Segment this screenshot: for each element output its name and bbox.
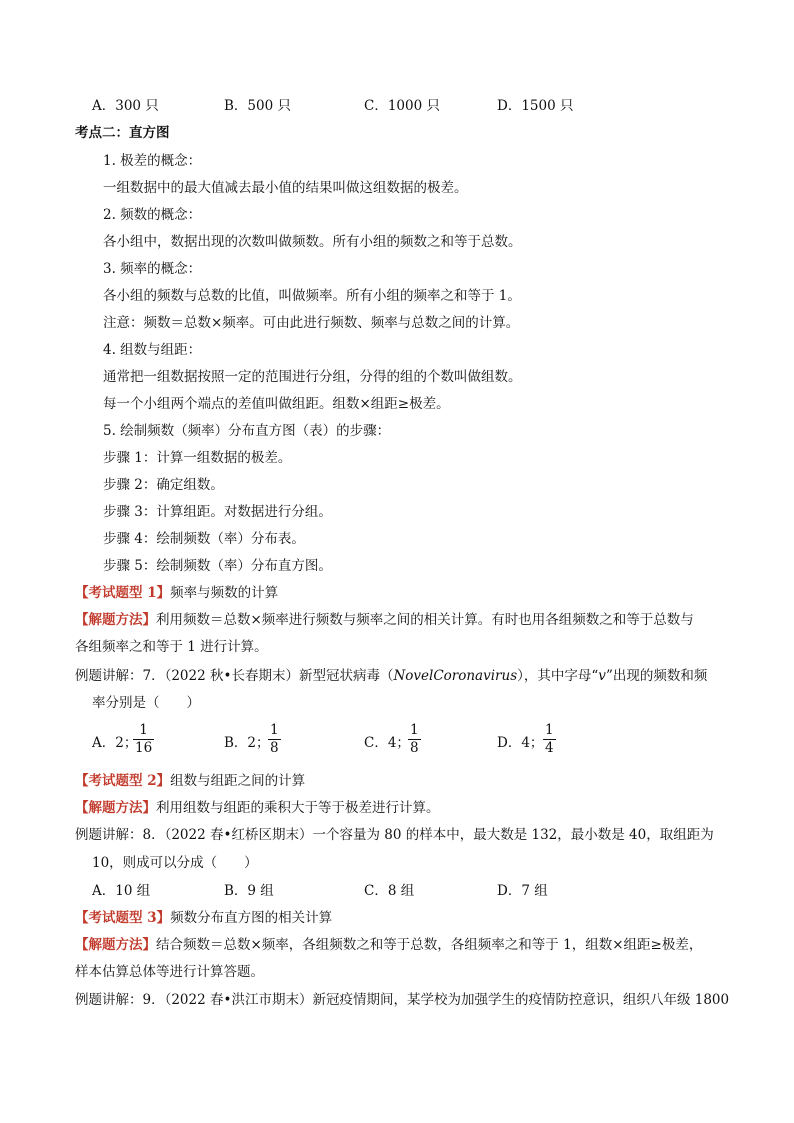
section-title: 考点二：直方图: [75, 125, 170, 141]
type-tag: 【考试题型 1】: [75, 585, 171, 601]
denominator: 4: [545, 740, 554, 756]
option-b: B．500 只: [224, 98, 291, 114]
concept-text: 各小组的频数与总数的比值，叫做频率。所有小组的频率之和等于 1。: [103, 288, 521, 304]
denominator: 16: [135, 740, 153, 756]
step-item: 步骤 4：绘制频数（率）分布表。: [103, 531, 305, 547]
type-2-heading: [75, 771, 305, 791]
method-text: 结合频数＝总数×频率，各组频数之和等于总数，各组频率之和等于 1，组数×组距≥极差，: [156, 937, 703, 953]
option-a: A．10 组: [92, 883, 151, 899]
step-item: 步骤 1：计算一组数据的极差。: [103, 450, 292, 466]
type-title: 频率与频数的计算: [170, 585, 279, 601]
option-d: [497, 733, 543, 753]
concept-text: 一组数据中的最大值减去最小值的结果叫做这组数据的极差。: [103, 180, 468, 196]
fraction: [133, 722, 154, 757]
fraction: [268, 722, 281, 757]
example-text: ），其中字母“: [517, 668, 599, 684]
denominator: 8: [270, 740, 279, 756]
option-label: A．2；: [92, 735, 138, 751]
method-tag: 【解题方法】: [75, 800, 156, 816]
type-3-heading: [75, 908, 332, 928]
type-title: 频数分布直方图的相关计算: [170, 910, 333, 926]
option-b: B．9 组: [224, 883, 274, 899]
concept-text: 通常把一组数据按照一定的范围进行分组，分得的组的个数叫做组数。: [103, 369, 522, 385]
type-tag: 【考试题型 3】: [75, 910, 171, 926]
concept-heading: 5. 绘制频数（频率）分布直方图（表）的步骤：: [103, 423, 391, 439]
method-text: 利用组数与组距的乘积大于等于极差进行计算。: [156, 800, 440, 816]
type-1-method: [75, 610, 694, 630]
type-tag: 【考试题型 2】: [75, 773, 171, 789]
step-item: 步骤 5：绘制频数（率）分布直方图。: [103, 558, 332, 574]
numerator: 1: [545, 722, 554, 738]
concept-text: 各小组中，数据出现的次数叫做频数。所有小组的频数之和等于总数。: [103, 234, 522, 250]
example-text: ”出现的频数和频: [605, 668, 708, 684]
numerator: 1: [270, 722, 279, 738]
concept-heading: 4. 组数与组距：: [103, 342, 202, 358]
method-text: 利用频数＝总数×频率进行频数与频率之间的相关计算。有时也用各组频数之和等于总数与: [156, 612, 694, 628]
type-3-method: [75, 935, 702, 955]
option-b: [224, 733, 270, 753]
option-d: D．7 组: [497, 883, 548, 899]
numerator: 1: [410, 722, 419, 738]
fraction: [543, 722, 556, 757]
method-text: 各组频率之和等于 1 进行计算。: [75, 639, 268, 655]
type-title: 组数与组距之间的计算: [170, 773, 306, 789]
example-9: 例题讲解：9．（2022 春•洪江市期末）新冠疫情期间，某学校为加强学生的疫情防控意识，组织八年级 1800: [75, 992, 730, 1008]
option-d: D．1500 只: [497, 98, 574, 114]
method-tag: 【解题方法】: [75, 612, 156, 628]
example-italic-term: NovelCoronavirus: [393, 668, 518, 684]
concept-heading: 3. 频率的概念：: [103, 261, 202, 277]
concept-heading: 2. 频数的概念：: [103, 207, 202, 223]
concept-note: 注意：频数＝总数×频率。可由此进行频数、频率与总数之间的计算。: [103, 315, 520, 331]
option-label: C．4；: [364, 735, 410, 751]
type-1-heading: [75, 583, 278, 603]
option-label: D．4；: [497, 735, 544, 751]
step-item: 步骤 3：计算组距。对数据进行分组。: [103, 504, 332, 520]
fraction: [408, 722, 421, 757]
numerator: 1: [139, 722, 148, 738]
example-text: 例题讲解：7．（2022 秋•长春期末）新型冠状病毒（: [75, 668, 394, 684]
denominator: 8: [410, 740, 419, 756]
example-8: 例题讲解：8．（2022 春•红桥区期末）一个容量为 80 的样本中，最大数是 132，最小数是 40，取组距为: [75, 827, 714, 843]
type-2-method: [75, 798, 440, 818]
option-c: C．8 组: [364, 883, 415, 899]
option-c: [364, 733, 410, 753]
concept-heading: 1. 极差的概念：: [103, 153, 202, 169]
example-text: 率分别是（ ）: [92, 695, 200, 711]
example-text: 10，则成可以分成（ ）: [92, 855, 258, 871]
example-7: [75, 666, 707, 686]
method-text: 样本估算总体等进行计算答题。: [75, 964, 264, 980]
option-c: C．1000 只: [364, 98, 440, 114]
step-item: 步骤 2：确定组数。: [103, 477, 224, 493]
concept-text: 每一个小组两个端点的差值叫做组距。组数×组距≥极差。: [103, 396, 450, 412]
method-tag: 【解题方法】: [75, 937, 156, 953]
option-label: B．2；: [224, 735, 270, 751]
example-italic-letter: v: [598, 668, 606, 684]
option-a: [92, 733, 137, 753]
option-a: A．300 只: [92, 98, 159, 114]
